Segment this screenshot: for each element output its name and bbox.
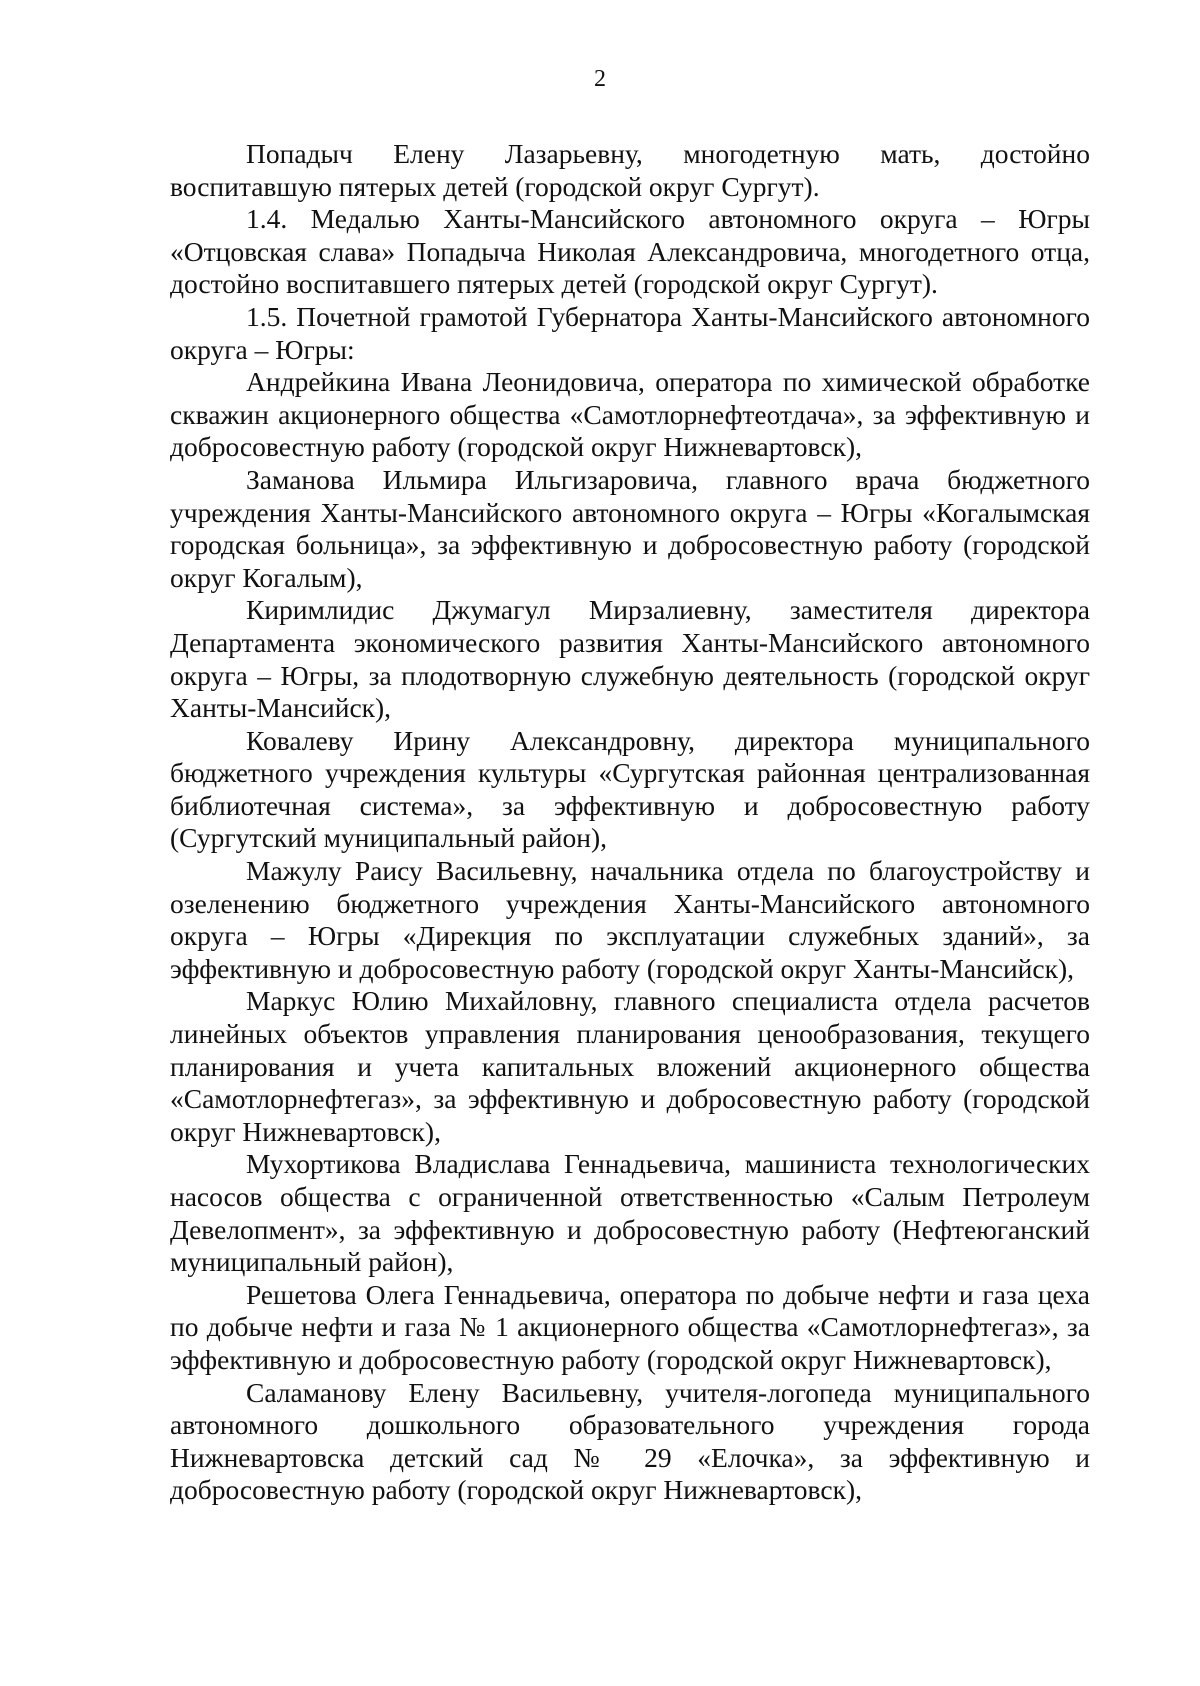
paragraph-zamanov: Заманова Ильмира Ильгизаровича, главного врача бюджетного учреждения Ханты-Мансийского автономного округа – Югры «Когалымская городская больница», за эффективную и добросовестную работу (городской округ Когалым), [170, 463, 1090, 593]
paragraph-kovaleva: Ковалеву Ирину Александровну, директора муниципального бюджетного учреждения культуры «Сургутская районная централизованная библиотечная система», за эффективную и добросовестную работу (Сургутский муниципальный район), [170, 724, 1090, 854]
paragraph-kirimlidis: Киримлидис Джумагул Мирзалиевну, заместителя директора Департамента экономического развития Ханты-Мансийского автономного округа – Югры, за плодотворную служебную деятельность (городской округ Ханты-Мансийск), [170, 594, 1090, 724]
paragraph-mukhortikov: Мухортикова Владислава Геннадьевича, машиниста технологических насосов общества с ограниченной ответственностью «Салым Петролеум Девелопмент», за эффективную и добросовестную работу (Нефтеюганский муниципальный район), [170, 1148, 1090, 1278]
paragraph-1-5-certificate: 1.5. Почетной грамотой Губернатора Ханты-Мансийского автономного округа – Югры: [170, 300, 1090, 365]
paragraph-andreikin: Андрейкина Ивана Леонидовича, оператора по химической обработке скважин акционерного общества «Самотлорнефтеотдача», за эффективную и добросовестную работу (городской округ Нижневартовск), [170, 366, 1090, 463]
paragraph-mazhula: Мажулу Раису Васильевну, начальника отдела по благоустройству и озеленению бюджетного учреждения Ханты-Мансийского автономного округа – Югры «Дирекция по эксплуатации служебных зданий», за эффективную и добросовестную работу (городской округ Ханты-Мансийск), [170, 855, 1090, 984]
page-number: 2 [594, 66, 606, 92]
paragraph-reshetov: Решетова Олега Геннадьевича, оператора по добыче нефти и газа цеха по добыче нефти и газа № 1 акционерного общества «Самотлорнефтегаз», за эффективную и добросовестную работу (городской округ Нижневартовск), [170, 1278, 1090, 1375]
document-body [170, 138, 1090, 1507]
paragraph-popadych-elena: Попадыч Елену Лазарьевну, многодетную мать, достойно воспитавшую пятерых детей (городской округ Сургут). [170, 138, 1090, 202]
paragraph-markus: Маркус Юлию Михайловну, главного специалиста отдела расчетов линейных объектов управления планирования ценообразования, текущего планирования и учета капитальных вложений акционерного общества «Самотлорнефтегаз», за эффективную и добросовестную работу (городской округ Нижневартовск), [170, 985, 1090, 1147]
paragraph-1-4-medal: 1.4. Медалью Ханты-Мансийского автономного округа – Югры «Отцовская слава» Попадыча Николая Александровича, многодетного отца, достойно воспитавшего пятерых детей (городской округ Сургут). [170, 203, 1090, 300]
paragraph-salamanova: Саламанову Елену Васильевну, учителя-логопеда муниципального автономного дошкольного образовательного учреждения города Нижневартовска детский сад № 29 «Елочка», за эффективную и добросовестную работу (городской округ Нижневартовск), [170, 1376, 1090, 1506]
